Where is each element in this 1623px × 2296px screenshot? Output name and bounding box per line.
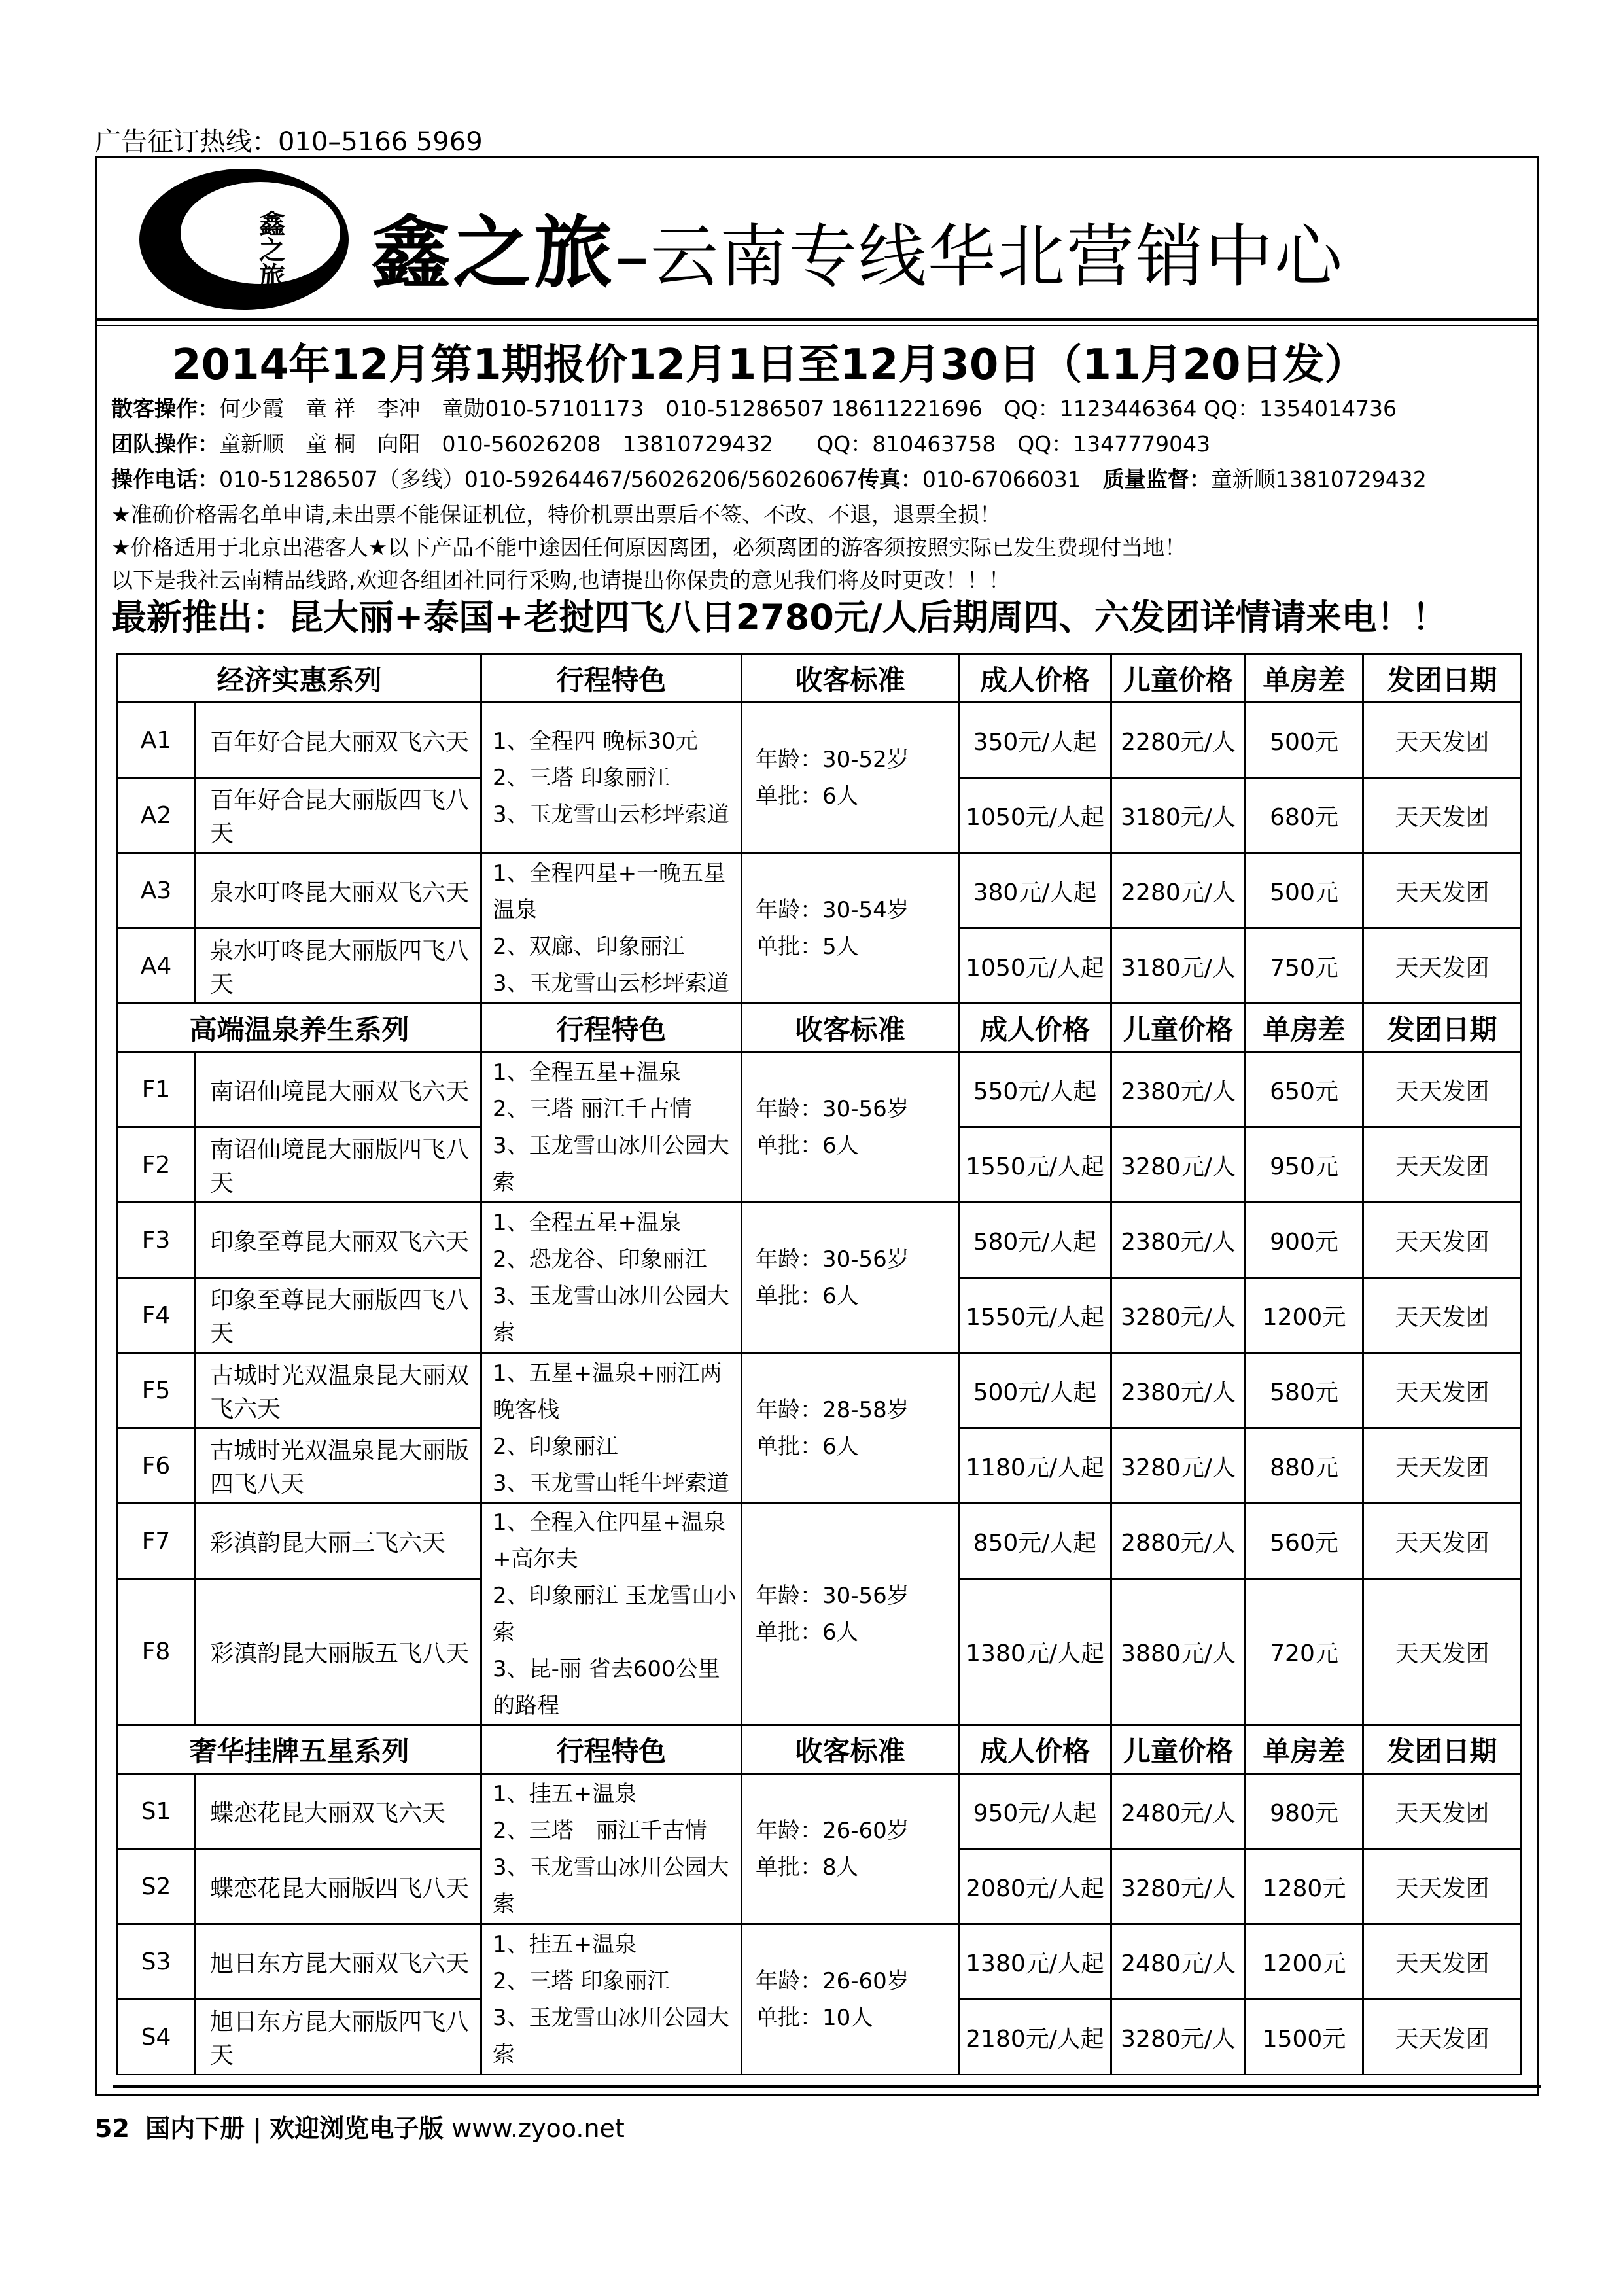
booking-standard bbox=[742, 1052, 959, 1203]
section-header-row bbox=[118, 1725, 1522, 1774]
route-name: 旭日东方昆大丽版四飞八天 bbox=[195, 2000, 481, 2075]
feature-line: 2、三塔 丽江千古情 bbox=[493, 1817, 707, 1844]
child-price: 2480元/人 bbox=[1111, 1774, 1246, 1849]
info-text: 童新顺 童 桐 向阳 010-56026208 13810729432 QQ：810463758 QQ：1347779043 bbox=[219, 431, 1211, 457]
feature-line: 3、玉龙雪山冰川公园大索 bbox=[493, 1854, 729, 1917]
page-frame bbox=[95, 156, 1539, 2096]
table-row bbox=[118, 853, 1522, 928]
single-supplement: 1500元 bbox=[1246, 2000, 1363, 2075]
section-header-row bbox=[118, 1004, 1522, 1052]
period-title: 2014年12月第1期报价12月1日至12月30日（11月20日发） bbox=[172, 341, 1367, 389]
route-name: 彩滇韵昆大丽版五飞八天 bbox=[195, 1579, 481, 1725]
child-price: 2280元/人 bbox=[1111, 853, 1246, 928]
footer-tagline: 欢迎浏览电子版 bbox=[270, 2114, 444, 2143]
booking-standard bbox=[742, 1203, 959, 1353]
standard-line: 单批：5人 bbox=[756, 933, 859, 960]
column-header: 发团日期 bbox=[1363, 1725, 1522, 1774]
column-header: 儿童价格 bbox=[1111, 1004, 1246, 1052]
single-supplement: 680元 bbox=[1246, 778, 1363, 853]
standard-line: 单批：6人 bbox=[756, 783, 859, 809]
route-name: 印象至尊昆大丽双飞六天 bbox=[195, 1203, 481, 1278]
departure-date: 天天发团 bbox=[1363, 1353, 1522, 1428]
fax-label: 传真： bbox=[857, 467, 922, 492]
booking-standard bbox=[742, 1353, 959, 1504]
booking-standard bbox=[742, 1774, 959, 1924]
route-features bbox=[481, 1052, 742, 1203]
supervisor-text: 童新顺13810729432 bbox=[1210, 467, 1427, 492]
child-price: 3280元/人 bbox=[1111, 1278, 1246, 1353]
header-divider-thin bbox=[97, 325, 1537, 326]
single-supplement: 1200元 bbox=[1246, 1924, 1363, 2000]
single-supplement: 1280元 bbox=[1246, 1849, 1363, 1924]
section-title: 经济实惠系列 bbox=[118, 654, 481, 703]
column-header: 收客标准 bbox=[742, 1725, 959, 1774]
route-code: A3 bbox=[118, 853, 195, 928]
route-name: 旭日东方昆大丽双飞六天 bbox=[195, 1924, 481, 2000]
feature-line: 2、三塔 印象丽江 bbox=[493, 764, 670, 791]
feature-line: 2、三塔 印象丽江 bbox=[493, 1968, 670, 1994]
standard-line: 年龄：30-56岁 bbox=[756, 1095, 909, 1122]
fax-number: 010-67066031 bbox=[922, 467, 1081, 492]
single-supplement: 500元 bbox=[1246, 853, 1363, 928]
single-supplement: 580元 bbox=[1246, 1353, 1363, 1428]
single-supplement: 950元 bbox=[1246, 1127, 1363, 1203]
route-name: 百年好合昆大丽版四飞八天 bbox=[195, 778, 481, 853]
page-number: 52 bbox=[95, 2114, 130, 2143]
departure-date: 天天发团 bbox=[1363, 2000, 1522, 2075]
standard-line: 年龄：30-56岁 bbox=[756, 1246, 909, 1273]
footer-separator: | bbox=[253, 2114, 262, 2143]
route-name: 蝶恋花昆大丽双飞六天 bbox=[195, 1774, 481, 1849]
column-header: 行程特色 bbox=[481, 1725, 742, 1774]
adult-price: 1180元/人起 bbox=[959, 1428, 1111, 1504]
feature-line: 1、全程四星+一晚五星温泉 bbox=[493, 860, 726, 923]
footer-url[interactable]: www.zyoo.net bbox=[451, 2114, 625, 2143]
standard-line: 年龄：30-52岁 bbox=[756, 746, 909, 773]
departure-date: 天天发团 bbox=[1363, 1774, 1522, 1849]
header-divider bbox=[97, 318, 1537, 321]
column-header: 发团日期 bbox=[1363, 1004, 1522, 1052]
departure-date: 天天发团 bbox=[1363, 1428, 1522, 1504]
feature-line: 3、玉龙雪山冰川公园大索 bbox=[493, 2004, 729, 2068]
child-price: 3180元/人 bbox=[1111, 928, 1246, 1004]
info-line-group bbox=[111, 427, 1210, 458]
standard-line: 单批：6人 bbox=[756, 1619, 859, 1646]
route-code: F2 bbox=[118, 1127, 195, 1203]
notice-line-3: 以下是我社云南精品线路,欢迎各组团社同行采购,也请提出你保贵的意见我们将及时更改！！！ bbox=[111, 567, 1010, 593]
booking-standard bbox=[742, 1924, 959, 2075]
departure-date: 天天发团 bbox=[1363, 1504, 1522, 1579]
route-features bbox=[481, 1774, 742, 1924]
adult-price: 2080元/人起 bbox=[959, 1849, 1111, 1924]
feature-line: 1、五星+温泉+丽江两晚客栈 bbox=[493, 1360, 722, 1423]
section-title: 高端温泉养生系列 bbox=[118, 1004, 481, 1052]
route-code: S4 bbox=[118, 2000, 195, 2075]
route-code: A1 bbox=[118, 703, 195, 778]
departure-date: 天天发团 bbox=[1363, 1127, 1522, 1203]
departure-date: 天天发团 bbox=[1363, 1203, 1522, 1278]
adult-price: 1380元/人起 bbox=[959, 1579, 1111, 1725]
route-name: 古城时光双温泉昆大丽双飞六天 bbox=[195, 1353, 481, 1428]
column-header: 成人价格 bbox=[959, 1725, 1111, 1774]
route-name: 印象至尊昆大丽版四飞八天 bbox=[195, 1278, 481, 1353]
single-supplement: 880元 bbox=[1246, 1428, 1363, 1504]
child-price: 2380元/人 bbox=[1111, 1353, 1246, 1428]
departure-date: 天天发团 bbox=[1363, 1579, 1522, 1725]
table-row bbox=[118, 1774, 1522, 1849]
column-header: 单房差 bbox=[1246, 1725, 1363, 1774]
adult-price: 550元/人起 bbox=[959, 1052, 1111, 1127]
single-supplement: 900元 bbox=[1246, 1203, 1363, 1278]
table-row bbox=[118, 1924, 1522, 2000]
adult-price: 1550元/人起 bbox=[959, 1278, 1111, 1353]
notice-line-2: ★价格适用于北京出港客人★以下产品不能中途因任何原因离团，必须离团的游客须按照实际已发生费现付当地！ bbox=[111, 535, 1187, 560]
child-price: 3280元/人 bbox=[1111, 1428, 1246, 1504]
feature-line: 1、全程入住四星+温泉+高尔夫 bbox=[493, 1510, 726, 1572]
info-line-individual bbox=[111, 392, 1397, 423]
single-supplement: 980元 bbox=[1246, 1774, 1363, 1849]
route-name: 蝶恋花昆大丽版四飞八天 bbox=[195, 1849, 481, 1924]
table-row bbox=[118, 703, 1522, 778]
feature-line: 2、印象丽江 bbox=[493, 1433, 618, 1460]
brand-name: 鑫之旅 bbox=[372, 207, 615, 299]
booking-standard bbox=[742, 703, 959, 853]
feature-line: 3、昆-丽 省去600公里的路程 bbox=[493, 1656, 720, 1719]
column-header: 儿童价格 bbox=[1111, 654, 1246, 703]
feature-line: 2、印象丽江 玉龙雪山小索 bbox=[493, 1583, 737, 1646]
departure-date: 天天发团 bbox=[1363, 1849, 1522, 1924]
feature-line: 3、玉龙雪山云杉坪索道 bbox=[493, 801, 729, 828]
route-code: F6 bbox=[118, 1428, 195, 1504]
feature-line: 2、双廊、印象丽江 bbox=[493, 933, 685, 960]
table-row bbox=[118, 1203, 1522, 1278]
info-label: 操作电话： bbox=[111, 467, 219, 492]
child-price: 2380元/人 bbox=[1111, 1203, 1246, 1278]
child-price: 2480元/人 bbox=[1111, 1924, 1246, 2000]
standard-line: 单批：6人 bbox=[756, 1433, 859, 1460]
info-label: 团队操作： bbox=[111, 431, 219, 457]
info-text: 何少霞 童 祥 李冲 童勋010-57101173 010-51286507 18611221696 QQ：1123446364 QQ：1354014736 bbox=[219, 396, 1397, 421]
table-row bbox=[118, 1504, 1522, 1579]
single-supplement: 650元 bbox=[1246, 1052, 1363, 1127]
feature-line: 1、全程五星+温泉 bbox=[493, 1209, 682, 1236]
child-price: 3180元/人 bbox=[1111, 778, 1246, 853]
single-supplement: 500元 bbox=[1246, 703, 1363, 778]
route-name: 古城时光双温泉昆大丽版四飞八天 bbox=[195, 1428, 481, 1504]
route-features bbox=[481, 1924, 742, 2075]
standard-line: 年龄：26-60岁 bbox=[756, 1968, 909, 1994]
departure-date: 天天发团 bbox=[1363, 778, 1522, 853]
route-name: 南诏仙境昆大丽版四飞八天 bbox=[195, 1127, 481, 1203]
standard-line: 单批：6人 bbox=[756, 1282, 859, 1309]
brand-dash: – bbox=[615, 217, 650, 296]
adult-price: 1050元/人起 bbox=[959, 778, 1111, 853]
price-table bbox=[116, 653, 1522, 2075]
route-code: A4 bbox=[118, 928, 195, 1004]
column-header: 行程特色 bbox=[481, 1004, 742, 1052]
departure-date: 天天发团 bbox=[1363, 928, 1522, 1004]
adult-price: 350元/人起 bbox=[959, 703, 1111, 778]
route-code: S3 bbox=[118, 1924, 195, 2000]
adult-price: 1050元/人起 bbox=[959, 928, 1111, 1004]
single-supplement: 1200元 bbox=[1246, 1278, 1363, 1353]
page-footer bbox=[95, 2108, 625, 2144]
route-name: 百年好合昆大丽双飞六天 bbox=[195, 703, 481, 778]
departure-date: 天天发团 bbox=[1363, 853, 1522, 928]
child-price: 2280元/人 bbox=[1111, 703, 1246, 778]
standard-line: 年龄：28-58岁 bbox=[756, 1396, 909, 1423]
child-price: 3880元/人 bbox=[1111, 1579, 1246, 1725]
adult-price: 950元/人起 bbox=[959, 1774, 1111, 1849]
booking-standard bbox=[742, 1504, 959, 1725]
supervisor-label: 质量监督： bbox=[1102, 467, 1211, 492]
feature-line: 2、三塔 丽江千古情 bbox=[493, 1095, 692, 1122]
adult-price: 1380元/人起 bbox=[959, 1924, 1111, 2000]
brand-subtitle: 云南专线华北营销中心 bbox=[650, 217, 1344, 296]
departure-date: 天天发团 bbox=[1363, 1924, 1522, 2000]
route-name: 南诏仙境昆大丽双飞六天 bbox=[195, 1052, 481, 1127]
logo-text: 鑫之旅 bbox=[254, 210, 286, 289]
column-header: 行程特色 bbox=[481, 654, 742, 703]
route-features bbox=[481, 1203, 742, 1353]
route-name: 泉水叮咚昆大丽版四飞八天 bbox=[195, 928, 481, 1004]
single-supplement: 720元 bbox=[1246, 1579, 1363, 1725]
column-header: 成人价格 bbox=[959, 1004, 1111, 1052]
route-features bbox=[481, 853, 742, 1004]
departure-date: 天天发团 bbox=[1363, 703, 1522, 778]
departure-date: 天天发团 bbox=[1363, 1278, 1522, 1353]
standard-line: 单批：6人 bbox=[756, 1132, 859, 1159]
ad-hotline: 广告征订热线：010–5166 5969 bbox=[95, 127, 483, 157]
brand-logo bbox=[136, 164, 352, 315]
standard-line: 年龄：26-60岁 bbox=[756, 1817, 909, 1844]
child-price: 2380元/人 bbox=[1111, 1052, 1246, 1127]
child-price: 3280元/人 bbox=[1111, 1127, 1246, 1203]
route-features bbox=[481, 1504, 742, 1725]
info-label: 散客操作： bbox=[111, 396, 219, 421]
booking-standard bbox=[742, 853, 959, 1004]
route-code: S1 bbox=[118, 1774, 195, 1849]
route-code: F4 bbox=[118, 1278, 195, 1353]
section-title: 奢华挂牌五星系列 bbox=[118, 1725, 481, 1774]
adult-price: 2180元/人起 bbox=[959, 2000, 1111, 2075]
standard-line: 年龄：30-56岁 bbox=[756, 1583, 909, 1609]
column-header: 收客标准 bbox=[742, 654, 959, 703]
route-code: F1 bbox=[118, 1052, 195, 1127]
standard-line: 单批：10人 bbox=[756, 2004, 873, 2031]
single-supplement: 750元 bbox=[1246, 928, 1363, 1004]
departure-date: 天天发团 bbox=[1363, 1052, 1522, 1127]
route-code: F8 bbox=[118, 1579, 195, 1725]
feature-line: 1、全程四 晚标30元 bbox=[493, 728, 698, 754]
feature-line: 3、玉龙雪山冰川公园大索 bbox=[493, 1282, 729, 1346]
feature-line: 2、恐龙谷、印象丽江 bbox=[493, 1246, 707, 1273]
column-header: 单房差 bbox=[1246, 1004, 1363, 1052]
promo-banner: 最新推出：昆大丽+泰国+老挝四飞八日2780元/人后期周四、六发团详情请来电！！ bbox=[111, 597, 1448, 638]
column-header: 儿童价格 bbox=[1111, 1725, 1246, 1774]
column-header: 单房差 bbox=[1246, 654, 1363, 703]
info-text: 010-51286507（多线）010-59264467/56026206/56026067 bbox=[219, 467, 858, 492]
route-features bbox=[481, 1353, 742, 1504]
route-name: 彩滇韵昆大丽三飞六天 bbox=[195, 1504, 481, 1579]
info-line-contacts bbox=[111, 463, 1427, 493]
feature-line: 3、玉龙雪山云杉坪索道 bbox=[493, 970, 729, 997]
page-bottom-rule bbox=[113, 2085, 1541, 2088]
column-header: 成人价格 bbox=[959, 654, 1111, 703]
feature-line: 3、玉龙雪山冰川公园大索 bbox=[493, 1132, 729, 1195]
feature-line: 1、挂五+温泉 bbox=[493, 1931, 637, 1958]
column-header: 发团日期 bbox=[1363, 654, 1522, 703]
column-header: 收客标准 bbox=[742, 1004, 959, 1052]
table-row bbox=[118, 1353, 1522, 1428]
route-name: 泉水叮咚昆大丽双飞六天 bbox=[195, 853, 481, 928]
adult-price: 850元/人起 bbox=[959, 1504, 1111, 1579]
adult-price: 580元/人起 bbox=[959, 1203, 1111, 1278]
standard-line: 单批：8人 bbox=[756, 1854, 859, 1881]
adult-price: 1550元/人起 bbox=[959, 1127, 1111, 1203]
route-code: F5 bbox=[118, 1353, 195, 1428]
child-price: 3280元/人 bbox=[1111, 2000, 1246, 2075]
notice-line-1: ★准确价格需名单申请,未出票不能保证机位，特价机票出票后不签、不改、不退，退票全损！ bbox=[111, 502, 1002, 527]
feature-line: 1、全程五星+温泉 bbox=[493, 1059, 682, 1086]
adult-price: 500元/人起 bbox=[959, 1353, 1111, 1428]
single-supplement: 560元 bbox=[1246, 1504, 1363, 1579]
adult-price: 380元/人起 bbox=[959, 853, 1111, 928]
route-code: F3 bbox=[118, 1203, 195, 1278]
route-code: F7 bbox=[118, 1504, 195, 1579]
feature-line: 1、挂五+温泉 bbox=[493, 1780, 637, 1807]
standard-line: 年龄：30-54岁 bbox=[756, 896, 909, 923]
brand-title bbox=[372, 190, 1344, 303]
route-code: A2 bbox=[118, 778, 195, 853]
footer-section: 国内下册 bbox=[145, 2114, 245, 2143]
child-price: 3280元/人 bbox=[1111, 1849, 1246, 1924]
feature-line: 3、玉龙雪山牦牛坪索道 bbox=[493, 1470, 729, 1496]
route-code: S2 bbox=[118, 1849, 195, 1924]
table-row bbox=[118, 1052, 1522, 1127]
child-price: 2880元/人 bbox=[1111, 1504, 1246, 1579]
section-header-row bbox=[118, 654, 1522, 703]
route-features bbox=[481, 703, 742, 853]
